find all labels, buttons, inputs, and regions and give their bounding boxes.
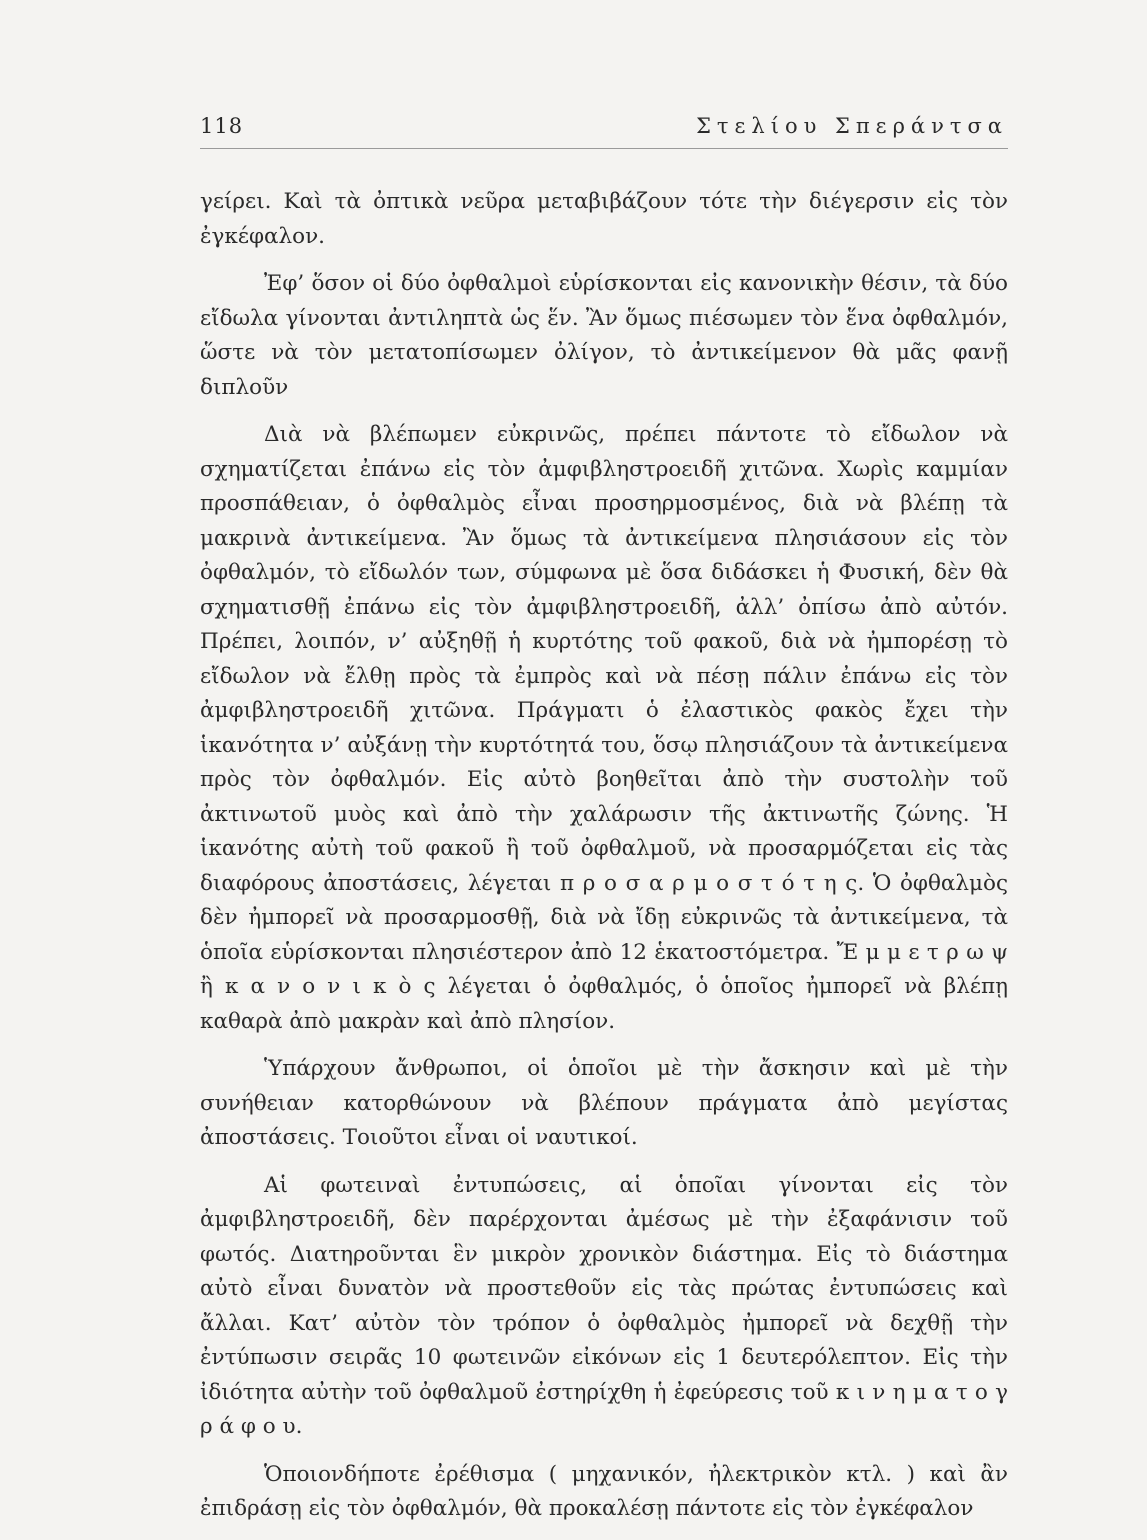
- paragraph: Ὑπάρχουν ἄνθρωποι, οἱ ὁποῖοι μὲ τὴν ἄσκησιν καὶ μὲ τὴν συνήθειαν κατορθώνουν νὰ βλέπουν πράγματα ἀπὸ μεγίστας ἀποστάσεις. Τοιοῦτοι εἶναι οἱ ναυτικοί.: [200, 1056, 1008, 1150]
- page-header: [200, 112, 1008, 149]
- paragraph: Αἱ φωτειναὶ ἐντυπώσεις, αἱ ὁποῖαι γίνονται εἰς τὸν ἀμφιβληστροειδῆ, δὲν παρέρχονται ἀμέσως μὲ τὴν ἐξαφάνισιν τοῦ φωτός. Διατηροῦνται ἓν μικρὸν χρονικὸν διάστημα. Εἰς τὸ διάστημα αὐτὸ εἶναι δυνατὸν νὰ προστεθοῦν εἰς τὰς πρώτας ἐντυπώσεις καὶ ἄλλαι. Κατ’ αὐτὸν τὸν τρόπον ὁ ὀφθαλμὸς ἠμπορεῖ νὰ δεχθῇ τὴν ἐντύπωσιν σειρᾶς 10 φωτεινῶν εἰκόνων εἰς 1 δευτερόλεπτον. Εἰς τὴν ἰδιότητα αὐτὴν τοῦ ὀφθαλμοῦ ἐστηρίχθη ἡ ἐφεύρεσις τοῦ κ ι ν η μ α τ ο γ ρ ά φ ο υ.: [200, 1172, 1008, 1439]
- body-text: [200, 185, 1008, 1540]
- paragraph: γείρει. Καὶ τὰ ὀπτικὰ νεῦρα μεταβιβάζουν τότε τὴν διέγερσιν εἰς τὸν ἐγκέφαλον.: [200, 189, 1008, 249]
- paragraph: Ὁποιονδήποτε ἐρέθισμα ( μηχανικόν, ἠλεκτρικὸν κτλ. ) καὶ ἂν ἐπιδράσῃ εἰς τὸν ὀφθαλμόν, θὰ προκαλέσῃ πάντοτε εἰς τὸν ἐγκέφαλον: [200, 1461, 1008, 1521]
- running-head: Στελίου Σπεράντσα: [696, 114, 1008, 138]
- paragraph: Διὰ νὰ βλέπωμεν εὐκρινῶς, πρέπει πάντοτε τὸ εἴδωλον νὰ σχηματίζεται ἐπάνω εἰς τὸν ἀμφιβληστροειδῆ χιτῶνα. Χωρὶς καμμίαν προσπάθειαν, ὁ ὀφθαλμὸς εἶναι προσηρμοσμένος, διὰ νὰ βλέπῃ τὰ μακρινὰ ἀντικείμενα. Ἂν ὅμως τὰ ἀντικείμενα πλησιάσουν εἰς τὸν ὀφθαλμόν, τὸ εἴδωλόν των, σύμφωνα μὲ ὅσα διδάσκει ἡ Φυσική, δὲν θὰ σχηματισθῇ ἐπάνω εἰς τὸν ἀμφιβληστροειδῆ, ἀλλ’ ὀπίσω ἀπὸ αὐτόν. Πρέπει, λοιπόν, ν’ αὐξηθῇ ἡ κυρτότης τοῦ φακοῦ, διὰ νὰ ἠμπορέσῃ τὸ εἴδωλον νὰ ἔλθῃ πρὸς τὰ ἐμπρὸς καὶ νὰ πέσῃ πάλιν ἐπάνω εἰς τὸν ἀμφιβληστροειδῆ χιτῶνα. Πράγματι ὁ ἐλαστικὸς φακὸς ἔχει τὴν ἱκανότητα ν’ αὐξάνῃ τὴν κυρτότητά του, ὅσῳ πλησιάζουν τὰ ἀντικείμενα πρὸς τὸν ὀφθαλμόν. Εἰς αὐτὸ βοηθεῖται ἀπὸ τὴν συστολὴν τοῦ ἀκτινωτοῦ μυὸς καὶ ἀπὸ τὴν χαλάρωσιν τῆς ἀκτινωτῆς ζώνης. Ἡ ἱκανότης αὐτὴ τοῦ φακοῦ ἢ τοῦ ὀφθαλμοῦ, νὰ προσαρμόζεται εἰς τὰς διαφόρους ἀποστάσεις, λέγεται π ρ ο σ α ρ μ ο σ τ ό τ η ς. Ὁ ὀφθαλμὸς δὲν ἠμπορεῖ νὰ προσαρμοσθῇ, διὰ νὰ ἴδῃ εὐκρινῶς τὰ ἀντικείμενα, τὰ ὁποῖα εὑρίσκονται πλησιέστερον ἀπὸ 12 ἑκατοστόμετρα. Ἔ μ μ ε τ ρ ω ψ ἢ κ α ν ο ν ι κ ὸ ς λέγεται ὁ ὀφθαλμός, ὁ ὁποῖος ἠμπορεῖ νὰ βλέπῃ καθαρὰ ἀπὸ μακρὰν καὶ ἀπὸ πλησίον.: [200, 422, 1008, 1034]
- paragraph: Ἐφ’ ὅσον οἱ δύο ὀφθαλμοὶ εὑρίσκονται εἰς κανονικὴν θέσιν, τὰ δύο εἴδωλα γίνονται ἀντιληπτὰ ὡς ἕν. Ἂν ὅμως πιέσωμεν τὸν ἕνα ὀφθαλμόν, ὥστε νὰ τὸν μετατοπίσωμεν ὀλίγον, τὸ ἀντικείμενον θὰ μᾶς φανῇ διπλοῦν: [200, 271, 1008, 400]
- page-number: 118: [200, 114, 244, 138]
